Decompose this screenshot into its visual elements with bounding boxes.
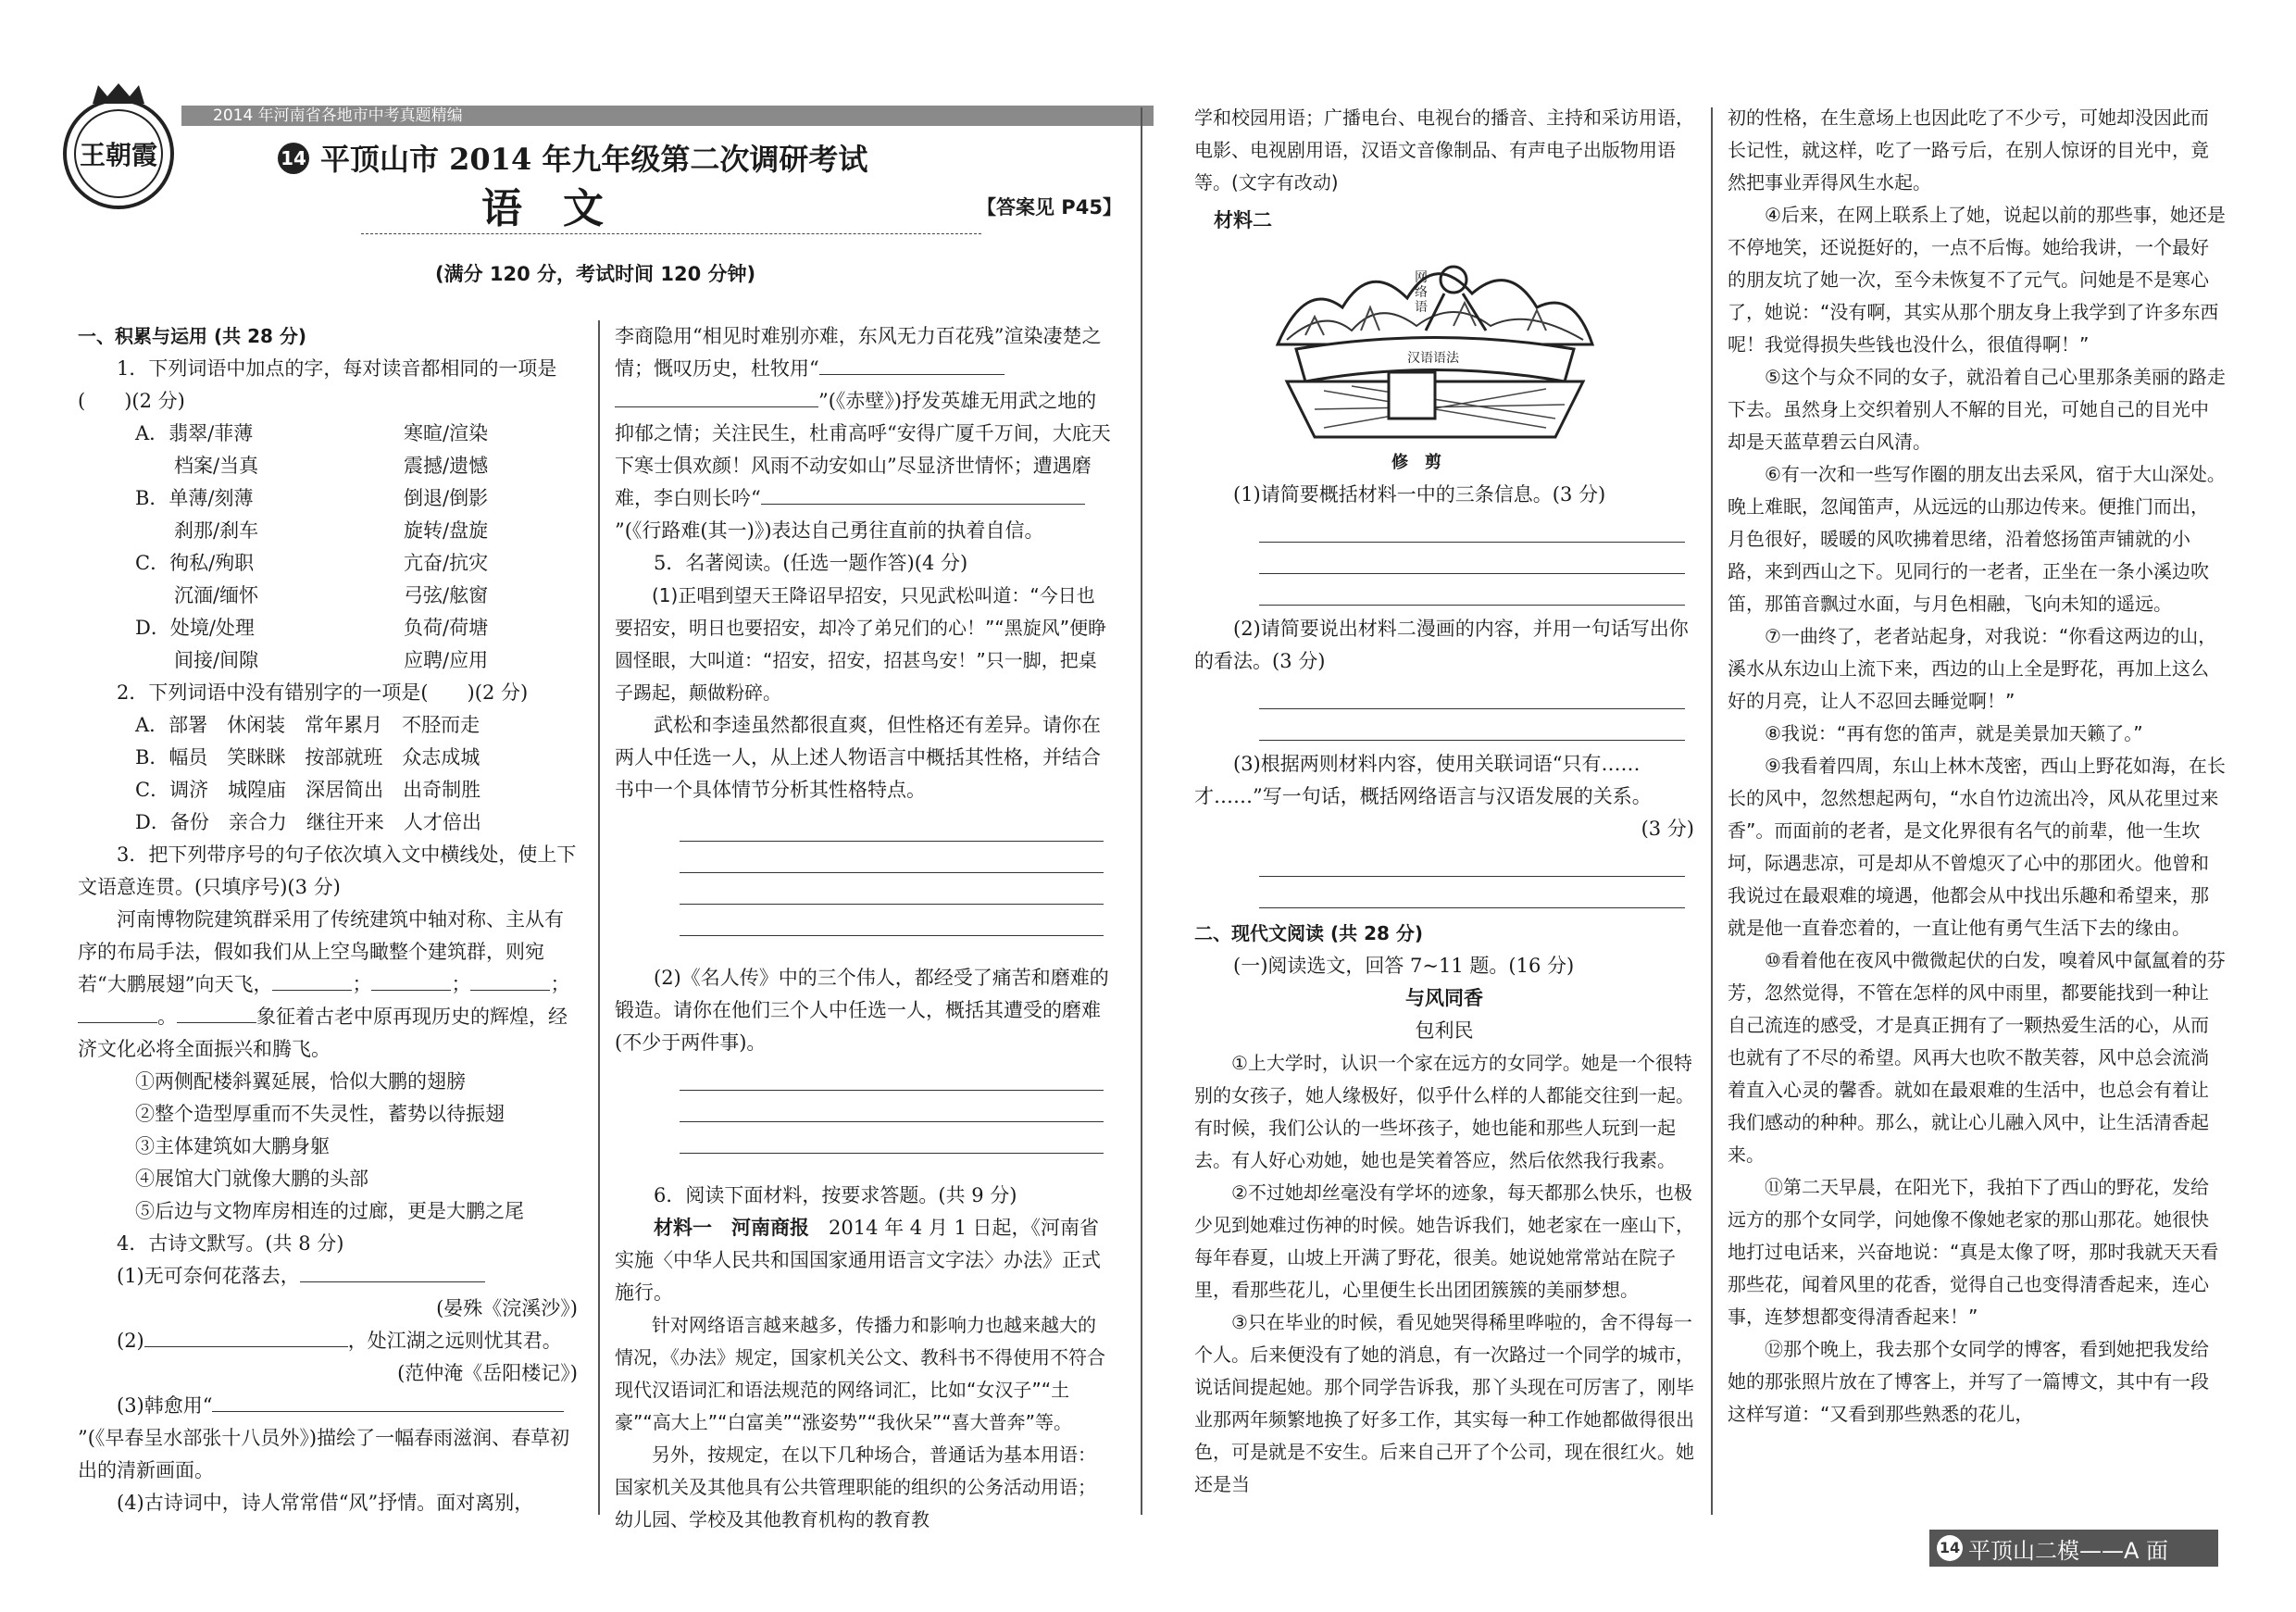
material-2-label: 材料二 <box>1214 209 1272 231</box>
q3-item: ④展馆大门就像大鹏的头部 <box>135 1168 368 1190</box>
answer-lines-q6-2 <box>1194 678 1694 741</box>
article-paragraph: ⑨我看着四周，东山上林木茂密，西山上野花如海，在长长的风中，忽然想起两句，“水自竹边流出冷，风从花里过来香”。而面前的老者，是文化界很有名气的前辈，他一生坎坷，际遇悲凉，可是却从不曾熄灭了心中的那团火。他曾和我说过在最艰难的境遇，他都会从中找出乐趣和希望来，那就是他一直眷恋着的，一直让他有勇气生活下去的缘由。 <box>1728 755 2226 939</box>
footer-label: 平顶山二模——A 面 <box>1968 1537 2169 1564</box>
q1-option-row <box>135 580 578 612</box>
q1-option-row <box>135 644 578 677</box>
q1-option-right: 旋转/盘旋 <box>404 519 489 542</box>
q1-option-left: C．徇私/殉职 <box>135 552 255 574</box>
article-paragraph: ⑩看着他在夜风中微微起伏的白发，嗅着风中氤氲着的芬芳，忽然觉得，不管在怎样的风中雨里，都要能找到一种让自己流连的感受，才是真正拥有了一颗热爱生活的心，从而也就有了不尽的希望。风再大也吹不散芙蓉，风中总会流淌着直入心灵的馨香。就如在最艰难的生活中，也总会有着让我们感动的种种。那么，就让心儿融入风中，让生活清香起来。 <box>1728 949 2226 1166</box>
brand-logo-text: 王朝霞 <box>79 140 157 170</box>
q3-text-b: 。 <box>157 1006 177 1028</box>
q4-2-text-b: ，处江湖之远则忧其君。 <box>347 1330 562 1352</box>
article-paragraph: ⑫那个晚上，我去那个女同学的博客，看到她把我发给她的那张照片放在了博客上，并写了一篇博文，其中有一段这样写道：“又看到那些熟悉的花儿， <box>1728 1338 2209 1425</box>
subject-rule <box>361 233 981 234</box>
footer-badge: 14 <box>1937 1535 1963 1561</box>
q3-text-c: 象征着古老中原再现历史的辉煌，经济文化必将全面振兴和腾飞。 <box>78 1006 568 1060</box>
series-banner <box>181 106 1154 126</box>
q2-option: A．部署 休闲装 常年累月 不胫而走 <box>135 714 480 736</box>
answer-blank[interactable] <box>272 990 352 991</box>
q4-4: (4)古诗词中，诗人常常借“风”抒情。面对离别， <box>117 1492 534 1514</box>
column-divider <box>1141 107 1142 1515</box>
answer-line[interactable] <box>680 873 1104 905</box>
answer-lines-q6-3 <box>1194 845 1694 908</box>
q3-item: ②整个造型厚重而不失灵性，蓄势以待振翅 <box>135 1103 505 1125</box>
question-5: 5．名著阅读。(任选一题作答)(4 分) <box>654 552 968 574</box>
q1-options <box>78 418 578 677</box>
q4-4-text-2: ”(《赤壁》)抒发英雄无用武之地的抑郁之情；关注民生，杜甫高呼“安得广厦千万间，大庇天下寒士俱欢颜！风雨不动安如山”尽显济世情怀；遭遇磨难，李白则长吟“ <box>615 390 1111 509</box>
q1-option-right: 倒退/倒影 <box>404 487 489 509</box>
q3-item: ⑤后边与文物库房相连的过廊，更是大鹏之尾 <box>135 1200 524 1222</box>
q2-option: C．调济 城隍庙 深居简出 出奇制胜 <box>135 779 481 801</box>
question-2: 2．下列词语中没有错别字的一项是( )(2 分) <box>117 681 529 704</box>
crown-icon <box>91 81 146 106</box>
article-paragraph: ⑥有一次和一些写作圈的朋友出去采风，宿于大山深处。晚上难眠，忽闻笛声，从远远的山那边传来。便推门而出，月色很好，暖暖的风吹拂着思绪，沿着悠扬笛声铺就的小路，来到西山之下。见同行的一老者，正坐在一条小溪边吹笛，那笛音飘过水面，与月色相融，飞向未知的遥远。 <box>1728 463 2226 615</box>
article-paragraphs-col3 <box>1194 1047 1694 1501</box>
answer-line[interactable] <box>1259 877 1685 908</box>
page-footer-tab <box>1929 1530 2218 1567</box>
answer-lines-q6-1 <box>1194 511 1694 606</box>
exam-title: 平顶山市 2014 年九年级第二次调研考试 <box>320 142 868 177</box>
section-heading-2: 二、现代文阅读 (共 28 分) <box>1194 922 1424 944</box>
answer-line[interactable] <box>1259 574 1685 606</box>
q1-option-left: B．单薄/刻薄 <box>135 487 254 509</box>
q4-3-text-a: (3)韩愈用“ <box>117 1394 213 1417</box>
article-paragraph: ⑪第二天早晨，在阳光下，我拍下了西山的野花，发给远方的那个女同学，问她像不像她老家的那山那花。她很快地打过电话来，兴奋地说：“真是太像了呀，那时我就天天看那些花，闻着风里的花香，觉得自己也变得清香起来，连心事，连梦想都变得清香起来！” <box>1728 1176 2219 1328</box>
q1-option-row <box>135 418 578 450</box>
article-paragraph: ⑤这个与众不同的女子，就沿着自己心里那条美丽的路走下去。虽然身上交织着别人不解的目光，可她自己的目光中却是天蓝草碧云白风清。 <box>1728 366 2226 453</box>
q1-option-right: 弓弦/舷窗 <box>404 584 489 606</box>
answer-line[interactable] <box>680 1059 1104 1091</box>
answer-blank[interactable] <box>300 1281 485 1282</box>
answer-line[interactable] <box>680 1091 1104 1122</box>
q4-2 <box>78 1325 578 1357</box>
material-1-p2: 针对网络语言越来越多，传播力和影响力也越来越大的情况，《办法》规定，国家机关公文、教科书不得使用不符合现代汉语词汇和语法规范的网络词汇，比如“女汉子”“土豪”“高大上”“白富美”“涨姿势”“我伙呆”“喜大普奔”等。 <box>615 1314 1105 1433</box>
q4-1 <box>78 1260 578 1293</box>
q1-option-right: 亢奋/抗灾 <box>404 552 489 574</box>
material-1-text: 2014 年 4 月 1 日起，《河南省实施〈中华人民共和国国家通用语言文字法〉办法》正式施行。 <box>615 1217 1101 1304</box>
q6-2: (2)请简要说出材料二漫画的内容，并用一句话写出你的看法。(3 分) <box>1194 618 1689 672</box>
question-6: 6．阅读下面材料，按要求答题。(共 9 分) <box>654 1184 1017 1206</box>
q1-option-right: 寒暄/渲染 <box>404 422 489 444</box>
q1-option-right: 震撼/遗憾 <box>404 455 489 477</box>
q5-1-excerpt: (1)正唱到望天王降诏早招安，只见武松叫道：“今日也要招安，明日也要招安，却冷了弟兄们的心！”“黑旋风”便睁圆怪眼，大叫道：“招安，招安，招甚鸟安！”只一脚，把桌子踢起，颠做粉碎。 <box>615 584 1107 704</box>
column-3 <box>1194 102 1694 1501</box>
q3-items <box>78 1066 578 1228</box>
column-divider <box>598 320 600 1515</box>
article-paragraph: ③只在毕业的时候，看见她哭得稀里哗啦的，舍不得每一个人。后来便没有了她的消息，有一次路过一个同学的城市，说话间提起她。那个同学告诉我，那丫头现在可厉害了，刚毕业那两年频繁地换了好多工作，其实每一种工作她都做得很出色，可是就是不安生。后来自己开了个公司，现在很红火。她还是当 <box>1194 1311 1694 1495</box>
answer-line[interactable] <box>680 810 1104 842</box>
q3-text-a: 河南博物院建筑群采用了传统建筑中轴对称、主从有序的布局手法，假如我们从上空鸟瞰整个建筑群，则宛若“大鹏展翅”向天飞， <box>78 908 564 995</box>
q5-1-prompt: 武松和李逵虽然都很直爽，但性格还有差异。请你在两人中任选一人，从上述人物语言中概括其性格，并结合书中一个具体情节分析其性格特点。 <box>615 714 1101 801</box>
answer-blank[interactable] <box>371 990 451 991</box>
cartoon-label-left: 网络语 <box>1415 270 1428 315</box>
question-1: 1．下列词语中加点的字，每对读音都相同的一项是( )(2 分) <box>78 357 557 412</box>
answer-blank[interactable] <box>397 1411 564 1412</box>
q1-option-left: 档案/当真 <box>135 455 259 477</box>
q1-option-left: D．处境/处理 <box>135 617 255 639</box>
q1-option-left: 沉湎/缅怀 <box>135 584 259 606</box>
question-3: 3．把下列带序号的句子依次填入文中横线处，使上下文语意连贯。(只填序号)(3 分) <box>78 843 577 898</box>
q4-3-text-b: ”(《早春呈水部张十八员外》)描绘了一幅春雨滋润、春草初出的清新画面。 <box>78 1427 570 1481</box>
q4-1-source: (晏殊《浣溪沙》) <box>436 1297 578 1319</box>
exam-number-badge: 14 <box>278 143 309 174</box>
answer-line[interactable] <box>680 1122 1104 1154</box>
material-1-label: 材料一 <box>654 1217 712 1239</box>
answer-line[interactable] <box>1259 511 1685 543</box>
answer-line[interactable] <box>680 842 1104 873</box>
cartoon-illustration <box>1268 243 1602 446</box>
answer-blank[interactable] <box>470 990 550 991</box>
brand-logo <box>63 98 174 209</box>
answer-lines-q5-1 <box>615 810 1113 936</box>
q4-4-cont <box>615 320 1113 547</box>
answer-blank[interactable] <box>900 504 1085 505</box>
answer-ref: 【答案见 P45】 <box>977 196 1122 219</box>
article-paragraph: ⑧我说：“再有您的笛声，就是美景加天籁了。” <box>1765 722 2143 744</box>
material-1-source: 河南商报 <box>731 1217 809 1239</box>
answer-blank[interactable] <box>819 374 1004 375</box>
article-author: 包利民 <box>1415 1019 1474 1042</box>
answer-blank[interactable] <box>144 1346 348 1347</box>
article-paragraph: ⑦一曲终了，老者站起身，对我说：“你看这两边的山，溪水从东边山上流下来，西边的山上全是野花，再加上这么好的月亮，让人不忍回去睡觉啊！” <box>1728 625 2217 712</box>
answer-line[interactable] <box>1259 678 1685 709</box>
q5-2: (2)《名人传》中的三个伟人，都经受了痛苦和磨难的锻造。请你在他们三个人中任选一人，概括其遭受的磨难(不少于两件事)。 <box>615 967 1109 1054</box>
q2-option: B．幅员 笑眯眯 按部就班 众志成城 <box>135 746 480 769</box>
answer-blank[interactable] <box>615 406 818 407</box>
article-paragraph: ②不过她却丝毫没有学坏的迹象，每天都那么快乐，也极少见到她难过伤神的时候。她告诉我们，她老家在一座山下，每年春夏，山坡上开满了野花，很美。她说她常常站在院子里，看那些花儿，心里便生长出团团簇簇的美丽梦想。 <box>1194 1181 1694 1301</box>
article-paragraphs-col4 <box>1728 102 2226 1431</box>
answer-blank[interactable] <box>177 1022 256 1023</box>
q1-option-left: 间接/间隙 <box>135 649 259 671</box>
q1-option-left: A．翡翠/菲薄 <box>135 422 254 444</box>
q3-passage: 河南博物院建筑群采用了传统建筑中轴对称、主从有序的布局手法，假如我们从上空鸟瞰整个建筑群，则宛若“大鹏展翅”向天飞， ； ； ；。 象征着古老中原再现历史的辉煌，经济文化必将全面振兴和腾飞。 <box>78 908 570 1060</box>
column-divider <box>1711 107 1713 1515</box>
score-info: (满分 120 分，考试时间 120 分钟) <box>435 263 756 285</box>
q4-2-text-a: (2) <box>117 1330 144 1352</box>
q3-item: ①两侧配楼斜翼延展，恰似大鹏的翅膀 <box>135 1070 466 1093</box>
q4-2-source: (范仲淹《岳阳楼记》) <box>397 1362 578 1384</box>
q6-1: (1)请简要概括材料一中的三条信息。(3 分) <box>1233 483 1606 506</box>
q1-option-left: 刹那/刹车 <box>135 519 259 542</box>
answer-blank[interactable] <box>78 1022 157 1023</box>
q1-option-row <box>135 450 578 482</box>
q2-options <box>78 709 578 839</box>
section-heading-1: 一、积累与运用 (共 28 分) <box>78 325 307 347</box>
article-paragraph: 初的性格，在生意场上也因此吃了不少亏，可她却没因此而长记性，就这样，吃了一路亏后，在别人惊讶的目光中，竟然把事业弄得风生水起。 <box>1728 106 2209 194</box>
article-title: 与风同香 <box>1405 987 1483 1009</box>
q6-3: (3)根据两则材料内容，使用关联词语“只有……才……”写一句话，概括网络语言与汉语发展的关系。 <box>1194 753 1652 807</box>
q4-1-text: (1)无可奈何花落去， <box>117 1265 300 1287</box>
cartoon-label-band: 汉语语法 <box>1407 351 1459 366</box>
answer-blank[interactable] <box>212 1411 397 1412</box>
question-4: 4．古诗文默写。(共 8 分) <box>117 1232 344 1255</box>
subject-title: 语 文 <box>481 185 604 232</box>
answer-line[interactable] <box>1259 543 1685 574</box>
article-paragraph: ④后来，在网上联系上了她，说起以前的那些事，她还是不停地笑，还说挺好的，一点不后悔。她给我讲，一个最好的朋友坑了她一次，至今未恢复不了元气。问她是不是寒心了，她说：“没有啊，其实从那个朋友身上我学到了许多东西呢！我觉得损失些钱也没什么，很值得啊！” <box>1728 204 2226 356</box>
answer-line[interactable] <box>1259 709 1685 741</box>
column-2 <box>615 320 1113 1536</box>
series-banner-text: 2014 年河南省各地市中考真题精编 <box>213 106 463 125</box>
q1-option-row <box>135 612 578 644</box>
material-1-p3-cont: 学和校园用语；广播电台、电视台的播音、主持和采访用语，电影、电视剧用语，汉语文音像制品、有声电子出版物用语等。(文字有改动) <box>1194 106 1694 194</box>
q1-option-row <box>135 547 578 580</box>
answer-line[interactable] <box>1259 845 1685 877</box>
q1-option-row <box>135 515 578 547</box>
reading-1-instruction: (一)阅读选文，回答 7~11 题。(16 分) <box>1233 955 1575 977</box>
answer-blank[interactable] <box>761 504 900 505</box>
material-1-p3: 另外，按规定，在以下几种场合，普通话为基本用语：国家机关及其他具有公共管理职能的组织的公务活动用语；幼儿园、学校及其他教育机构的教育教 <box>615 1443 1096 1531</box>
q1-option-right: 负荷/荷塘 <box>404 617 489 639</box>
q1-option-row <box>135 482 578 515</box>
q1-option-right: 应聘/应用 <box>404 649 489 671</box>
material-1 <box>615 1212 1113 1309</box>
column-1 <box>78 320 578 1519</box>
cartoon-caption: 修 剪 <box>1391 453 1441 472</box>
exam-title-row <box>278 139 1148 181</box>
answer-line[interactable] <box>680 905 1104 936</box>
q4-4-text-3: ”(《行路难(其一)》)表达自己勇往直前的执着自信。 <box>615 519 1044 542</box>
q6-3-score: (3 分) <box>1641 818 1694 840</box>
q3-item: ③主体建筑如大鹏身躯 <box>135 1135 330 1157</box>
q4-4-text-1: 李商隐用“相见时难别亦难，东风无力百花残”渲染凄楚之情；慨叹历史，杜牧用“ <box>615 325 1102 380</box>
article-paragraph: ①上大学时，认识一个家在远方的女同学。她是一个很特别的女孩子，她人缘极好，似乎什么样的人都能交往到一起。有时候，我们公认的一些坏孩子，她也能和那些人玩到一起去。有人好心劝她，她也是笑着答应，然后依然我行我素。 <box>1194 1052 1694 1171</box>
q4-3 <box>78 1390 578 1487</box>
q2-option: D．备份 亲合力 继往开来 人才倍出 <box>135 811 481 833</box>
answer-lines-q5-2 <box>615 1059 1113 1154</box>
column-4 <box>1728 102 2226 1431</box>
